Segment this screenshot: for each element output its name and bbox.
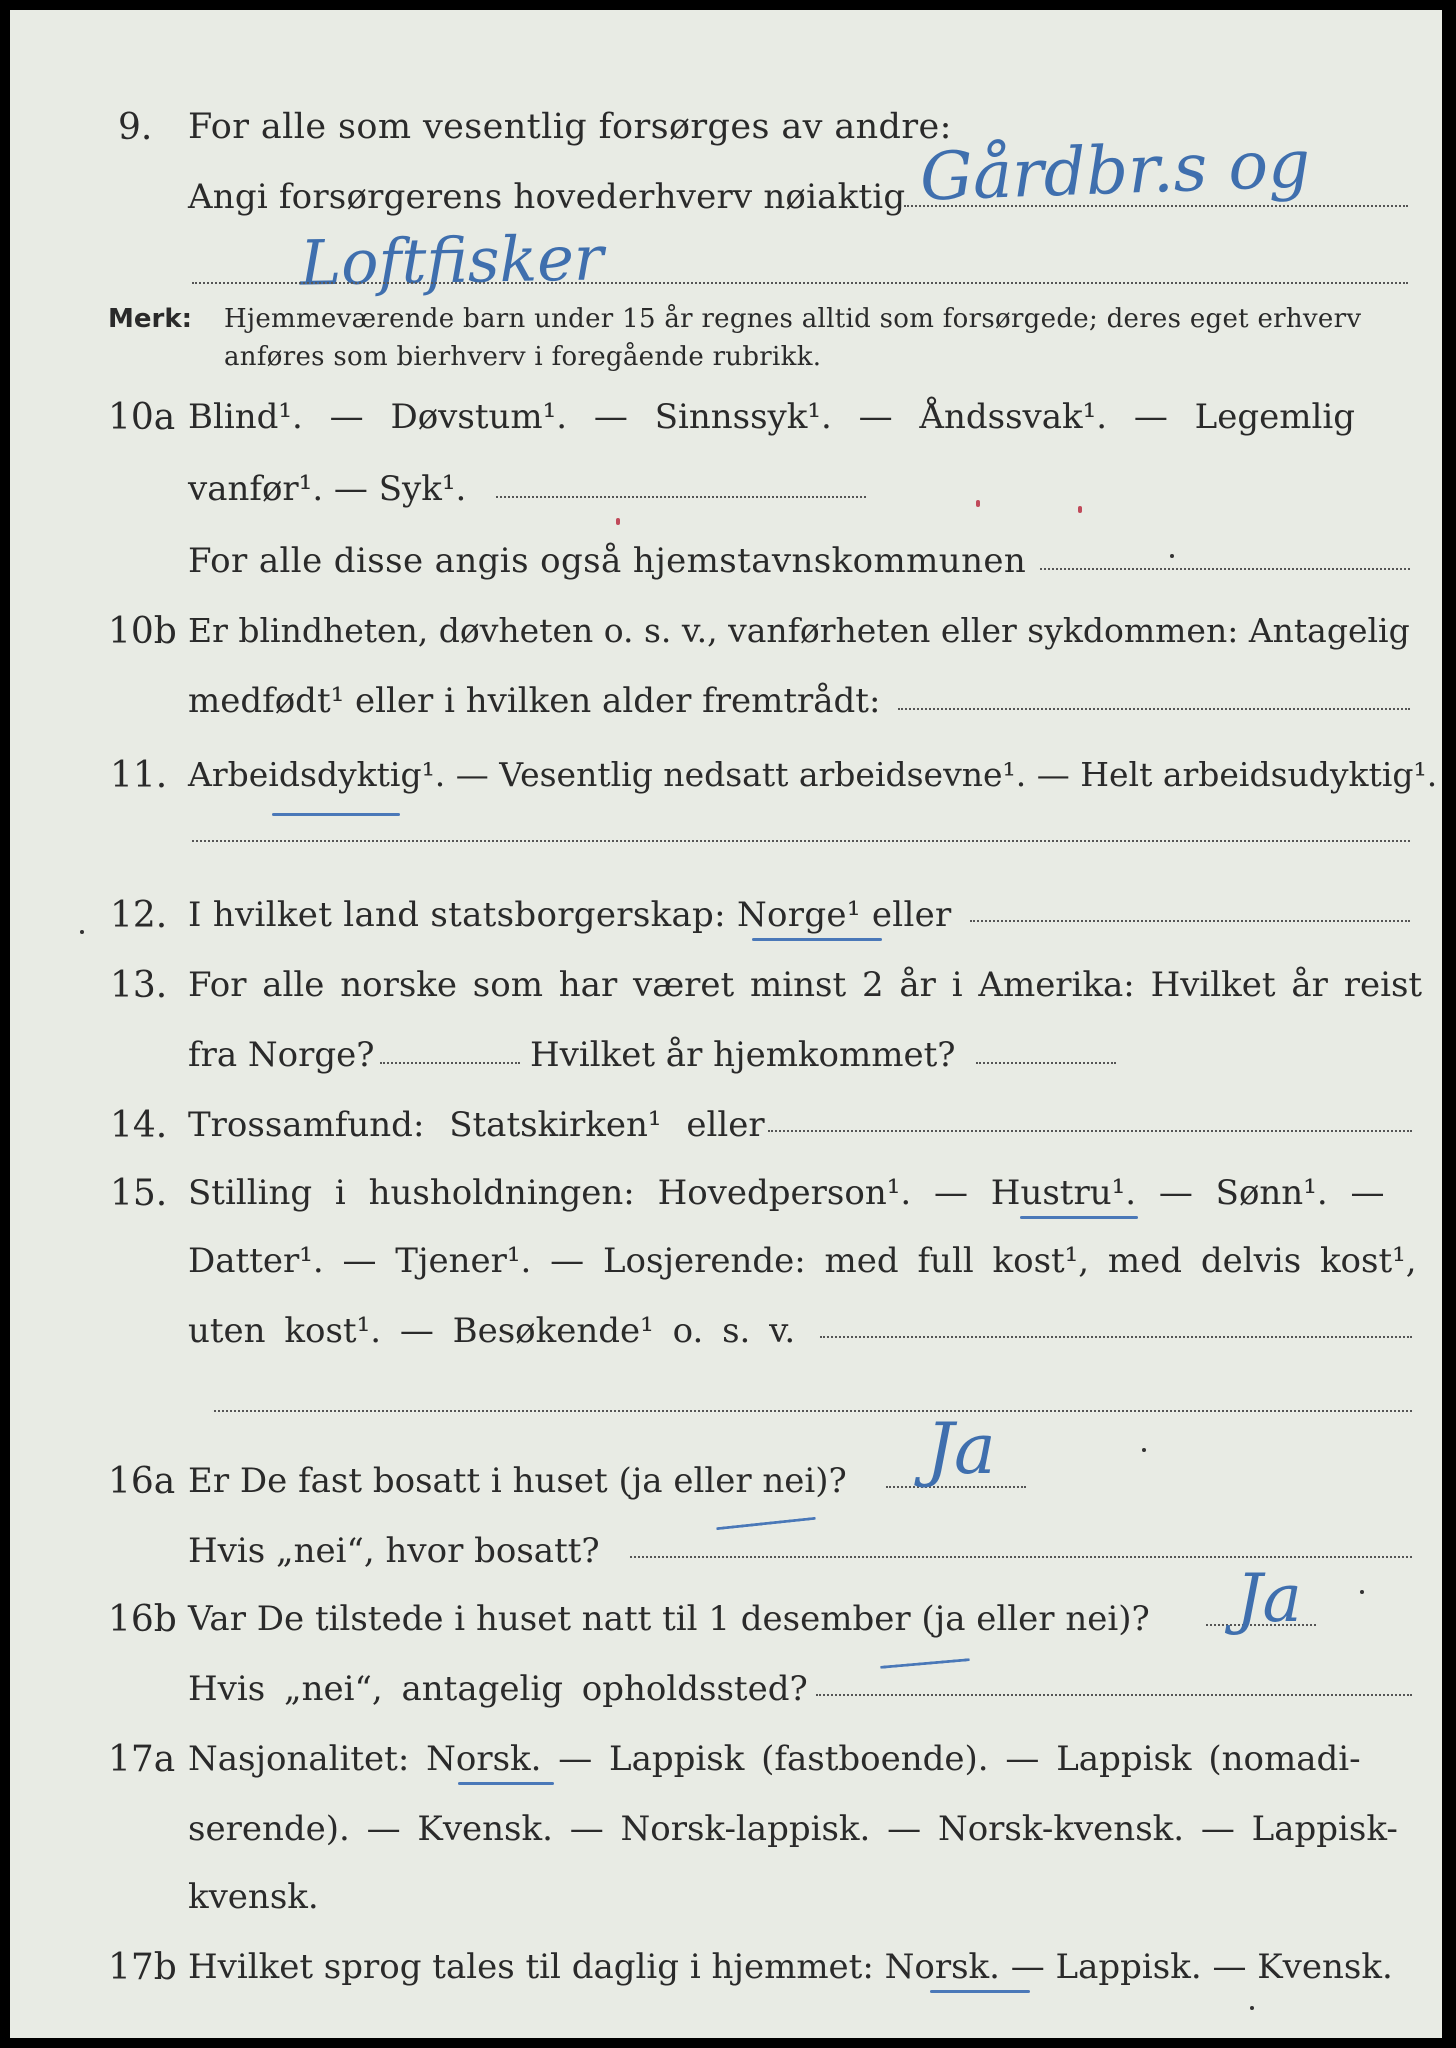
q10b-number: 10b xyxy=(108,611,177,652)
q13-reist-line xyxy=(380,1062,520,1064)
q17b-number: 17b xyxy=(108,1947,177,1988)
q16b-opholdssted-line xyxy=(816,1694,1412,1696)
q11-line1: Arbeidsdyktig¹. — Vesentlig nedsatt arbeidsevne¹. — Helt arbeidsudyktig¹. xyxy=(188,755,1438,794)
q10a-number: 10a xyxy=(108,397,176,438)
q17a-line3: kvensk. xyxy=(188,1877,319,1917)
q13-hjemkommet-line xyxy=(976,1062,1116,1064)
q10a-line2: vanfør¹. — Syk¹. xyxy=(188,469,467,509)
q10b-answer-line xyxy=(898,708,1410,710)
ink-speck xyxy=(1250,2006,1254,2010)
q16a-line2: Hvis „nei“, hvor bosatt? xyxy=(188,1531,600,1571)
ink-speck xyxy=(1360,1590,1364,1594)
q10b-line1: Er blindheten, døvheten o. s. v., vanførheten eller sykdommen: Antagelig xyxy=(188,611,1410,650)
q17a-underline-norsk xyxy=(458,1782,554,1785)
q12-line1: I hvilket land statsborgerskap: Norge¹ eller xyxy=(188,895,952,935)
q11-number: 11. xyxy=(110,755,168,796)
q16a-pen-stroke xyxy=(716,1517,816,1530)
census-form-page xyxy=(10,10,1442,2038)
ink-speck xyxy=(1078,506,1082,513)
q14-number: 14. xyxy=(110,1105,168,1146)
q12-answer-line xyxy=(970,920,1410,922)
q9-line2: Angi forsørgerens hovederhverv nøiaktig xyxy=(188,177,906,217)
q10b-line2: medfødt¹ eller i hvilken alder fremtrådt: xyxy=(188,681,881,721)
q17a-line2: serende). — Kvensk. — Norsk-lappisk. — Norsk-kvensk. — Lappisk- xyxy=(188,1809,1398,1849)
q10a-line3: For alle disse angis også hjemstavnskommunen xyxy=(188,541,1027,581)
merk-line2: anføres som bierhverv i foregående rubrikk. xyxy=(224,342,822,372)
q14-line1: Trossamfund: Statskirken¹ eller xyxy=(188,1105,765,1145)
q9-handwritten-answer-part1: Gårdbr.s og xyxy=(918,125,1312,216)
ink-speck xyxy=(80,930,84,934)
q10a-kommune-line xyxy=(1040,568,1410,570)
merk-label: Merk: xyxy=(108,304,193,334)
q17a-line1: Nasjonalitet: Norsk. — Lappisk (fastboende). — Lappisk (nomadi- xyxy=(188,1739,1361,1779)
q17a-number: 17a xyxy=(108,1739,176,1780)
ink-speck xyxy=(976,500,980,507)
q15-answer-line2 xyxy=(214,1410,1412,1412)
ink-speck xyxy=(616,518,620,525)
q16b-handwritten-answer: Ja xyxy=(1236,1560,1302,1637)
q16a-number: 16a xyxy=(108,1461,176,1502)
q16b-line1: Var De tilstede i huset natt til 1 desember (ja eller nei)? xyxy=(188,1599,1150,1639)
q16a-bosatt-line xyxy=(630,1556,1412,1558)
q16b-line2: Hvis „nei“, antagelig opholdssted? xyxy=(188,1669,808,1709)
q16b-pen-stroke xyxy=(880,1658,970,1669)
q9-handwritten-answer-part2: Loftfisker xyxy=(299,221,605,300)
q16a-handwritten-answer: Ja xyxy=(926,1408,996,1490)
q9-answer-line2 xyxy=(192,282,1408,284)
q12-number: 12. xyxy=(110,895,168,936)
q11-answer-line xyxy=(192,840,1410,842)
q15-line3: uten kost¹. — Besøkende¹ o. s. v. xyxy=(188,1311,796,1351)
q14-answer-line xyxy=(768,1130,1412,1132)
q15-line2: Datter¹. — Tjener¹. — Losjerende: med full kost¹, med delvis kost¹, xyxy=(188,1241,1417,1281)
q17b-line1: Hvilket sprog tales til daglig i hjemmet: Norsk. — Lappisk. — Kvensk. xyxy=(188,1947,1393,1987)
q10a-syk-line xyxy=(496,496,866,498)
q11-underline-arbeidsdyktig xyxy=(272,813,400,816)
merk-line1: Hjemmeværende barn under 15 år regnes alltid som forsørgede; deres eget erhverv xyxy=(224,304,1362,334)
q13-number: 13. xyxy=(110,965,168,1006)
q15-line1: Stilling i husholdningen: Hovedperson¹. — Hustru¹. — Sønn¹. — xyxy=(188,1173,1385,1213)
q12-underline-norge xyxy=(752,938,882,941)
ink-speck xyxy=(1142,1448,1146,1452)
q15-number: 15. xyxy=(110,1173,168,1214)
q13-line2a: fra Norge? xyxy=(188,1035,375,1075)
q17b-underline-norsk xyxy=(930,1990,1030,1993)
q16a-line1: Er De fast bosatt i huset (ja eller nei)? xyxy=(188,1461,847,1501)
q10a-line1: Blind¹. — Døvstum¹. — Sinnssyk¹. — Åndssvak¹. — Legemlig xyxy=(188,397,1355,437)
q13-line1: For alle norske som har været minst 2 år i Amerika: Hvilket år reist xyxy=(188,965,1423,1005)
q9-line1: For alle som vesentlig forsørges av andre: xyxy=(188,107,952,147)
q9-number: 9. xyxy=(118,107,153,148)
q16b-number: 16b xyxy=(108,1599,177,1640)
q13-line2b: Hvilket år hjemkommet? xyxy=(530,1035,956,1075)
q15-underline-hustru xyxy=(1020,1216,1138,1219)
ink-speck xyxy=(1170,554,1174,558)
q15-answer-line1 xyxy=(820,1336,1412,1338)
